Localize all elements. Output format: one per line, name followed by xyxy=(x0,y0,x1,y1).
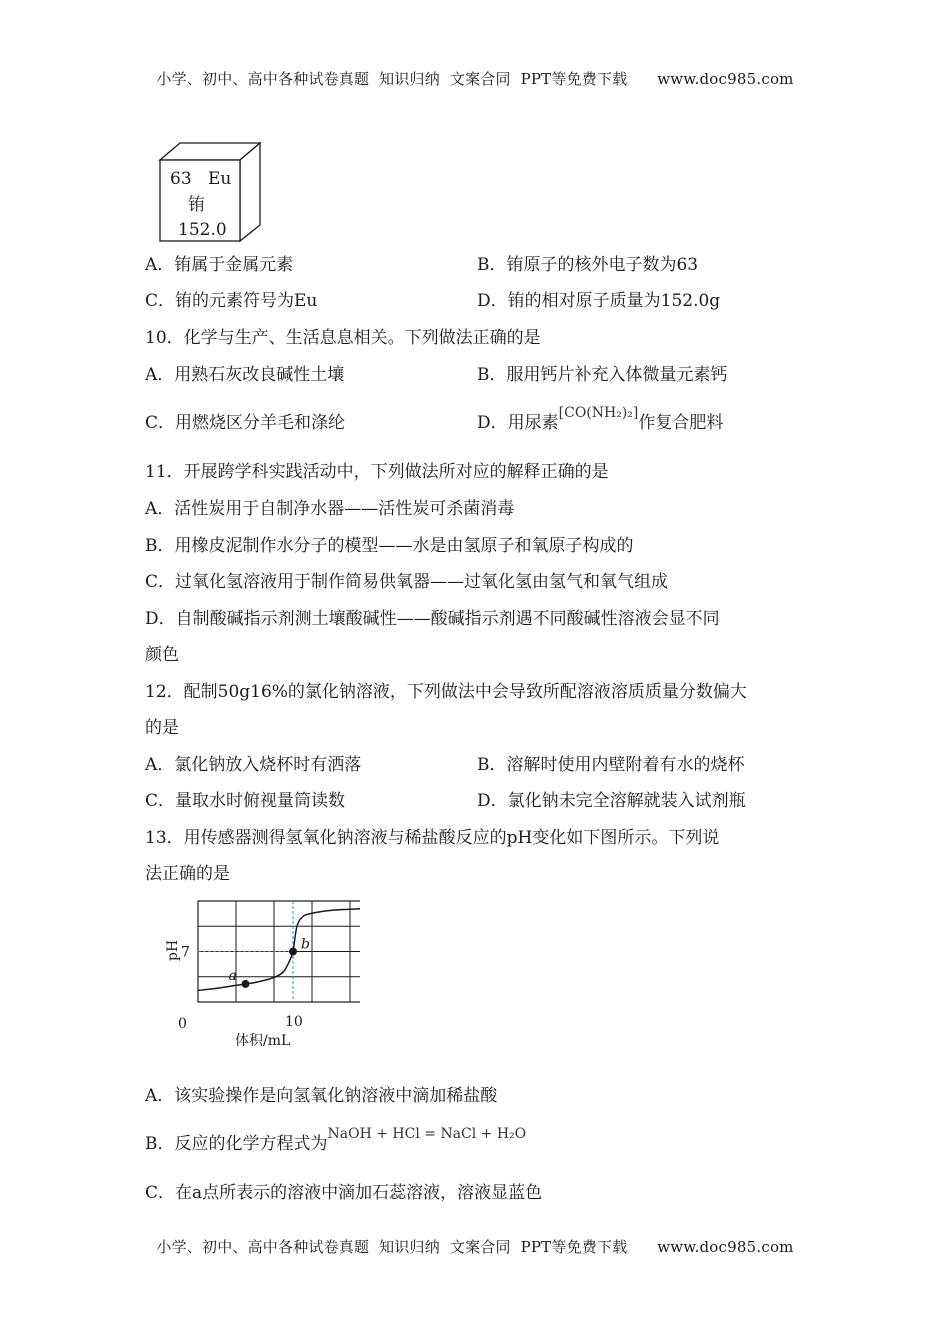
q10-stem: 10．化学与生产、生活息息相关。下列做法正确的是 xyxy=(145,328,541,348)
q13-option-b-pre: B．反应的化学方程式为 xyxy=(145,1134,328,1154)
reaction-equation: NaOH + HCl = NaCl + H₂O xyxy=(327,1126,527,1142)
urea-formula: [CO(NH₂)₂] xyxy=(558,405,639,421)
q10-option-a: A．用熟石灰改良碱性土壤 xyxy=(145,365,345,385)
q9-option-a: A．铕属于金属元素 xyxy=(145,255,294,275)
chart-points xyxy=(229,937,311,988)
q12-option-d: D．氯化钠未完全溶解就装入试剂瓶 xyxy=(477,791,746,811)
q10-option-b: B．服用钙片补充入体微量元素钙 xyxy=(477,365,728,385)
q11-option-c: C．过氧化氢溶液用于制作简易供氧器——过氧化氢由氢气和氧气组成 xyxy=(145,572,669,592)
q11-stem: 11．开展跨学科实践活动中，下列做法所对应的解释正确的是 xyxy=(145,462,609,482)
element-name: 铕 xyxy=(188,195,205,215)
point-a xyxy=(242,980,250,988)
q13-stem-line1: 13．用传感器测得氢氧化钠溶液与稀盐酸反应的pH变化如下图所示。下列说 xyxy=(145,828,720,848)
q13-option-a: A．该实验操作是向氢氧化钠溶液中滴加稀盐酸 xyxy=(145,1086,498,1106)
q9-option-b: B．铕原子的核外电子数为63 xyxy=(477,255,699,275)
urea-formula-text: CO(NH₂)₂ xyxy=(564,405,633,421)
ph-chart xyxy=(150,893,360,1053)
q12-option-a: A．氯化钠放入烧杯时有洒落 xyxy=(145,755,362,775)
q13-option-b xyxy=(145,1126,527,1156)
point-label-b: b xyxy=(301,936,310,953)
q11-option-d-line2: 颜色 xyxy=(145,645,179,665)
element-card xyxy=(150,140,280,245)
page-header: 小学、初中、高中各种试卷真题 知识归纳 文案合同 PPT等免费下载 www.doc985.com xyxy=(156,70,794,88)
element-symbol: Eu xyxy=(208,169,232,189)
q10-option-d-pre: D．用尿素 xyxy=(477,413,559,433)
q12-option-c: C．量取水时俯视量筒读数 xyxy=(145,791,346,811)
q12-option-b: B．溶解时使用内壁附着有水的烧杯 xyxy=(477,755,745,775)
q13-stem-line2: 法正确的是 xyxy=(145,864,230,884)
q12-stem-line1: 12．配制50g16%的氯化钠溶液，下列做法中会导致所配溶液溶质质量分数偏大 xyxy=(145,682,747,702)
x-tick-10: 10 xyxy=(285,1014,303,1030)
ph-curve xyxy=(198,908,360,990)
q12-stem-line2: 的是 xyxy=(145,718,179,738)
x-axis-label: 体积/mL xyxy=(235,1033,291,1049)
q11-option-a: A．活性炭用于自制净水器——活性炭可杀菌消毒 xyxy=(145,499,515,519)
point-label-a: a xyxy=(228,967,237,984)
chart-ticks xyxy=(178,945,303,1033)
element-number: 63 xyxy=(170,169,192,189)
q10-option-d-post: 作复合肥料 xyxy=(638,413,724,433)
q10-option-c: C．用燃烧区分羊毛和涤纶 xyxy=(145,413,346,433)
element-mass: 152.0 xyxy=(178,220,227,240)
y-axis-label: pH xyxy=(165,939,181,961)
q10-option-d xyxy=(477,405,724,435)
q13-option-c: C．在a点所表示的溶液中滴加石蕊溶液，溶液显蓝色 xyxy=(145,1183,543,1203)
page-footer: 小学、初中、高中各种试卷真题 知识归纳 文案合同 PPT等免费下载 www.doc985.com xyxy=(156,1238,794,1256)
q11-option-b: B．用橡皮泥制作水分子的模型——水是由氢原子和氧原子构成的 xyxy=(145,536,634,556)
x-tick-0: 0 xyxy=(178,1016,187,1032)
q9-option-c: C．铕的元素符号为Eu xyxy=(145,291,318,311)
q11-option-d-line1: D．自制酸碱指示剂测土壤酸碱性——酸碱指示剂遇不同酸碱性溶液会显不同 xyxy=(145,609,720,629)
point-b xyxy=(289,948,297,956)
y-tick-7: 7 xyxy=(181,944,190,961)
q9-option-d: D．铕的相对原子质量为152.0g xyxy=(477,291,721,311)
